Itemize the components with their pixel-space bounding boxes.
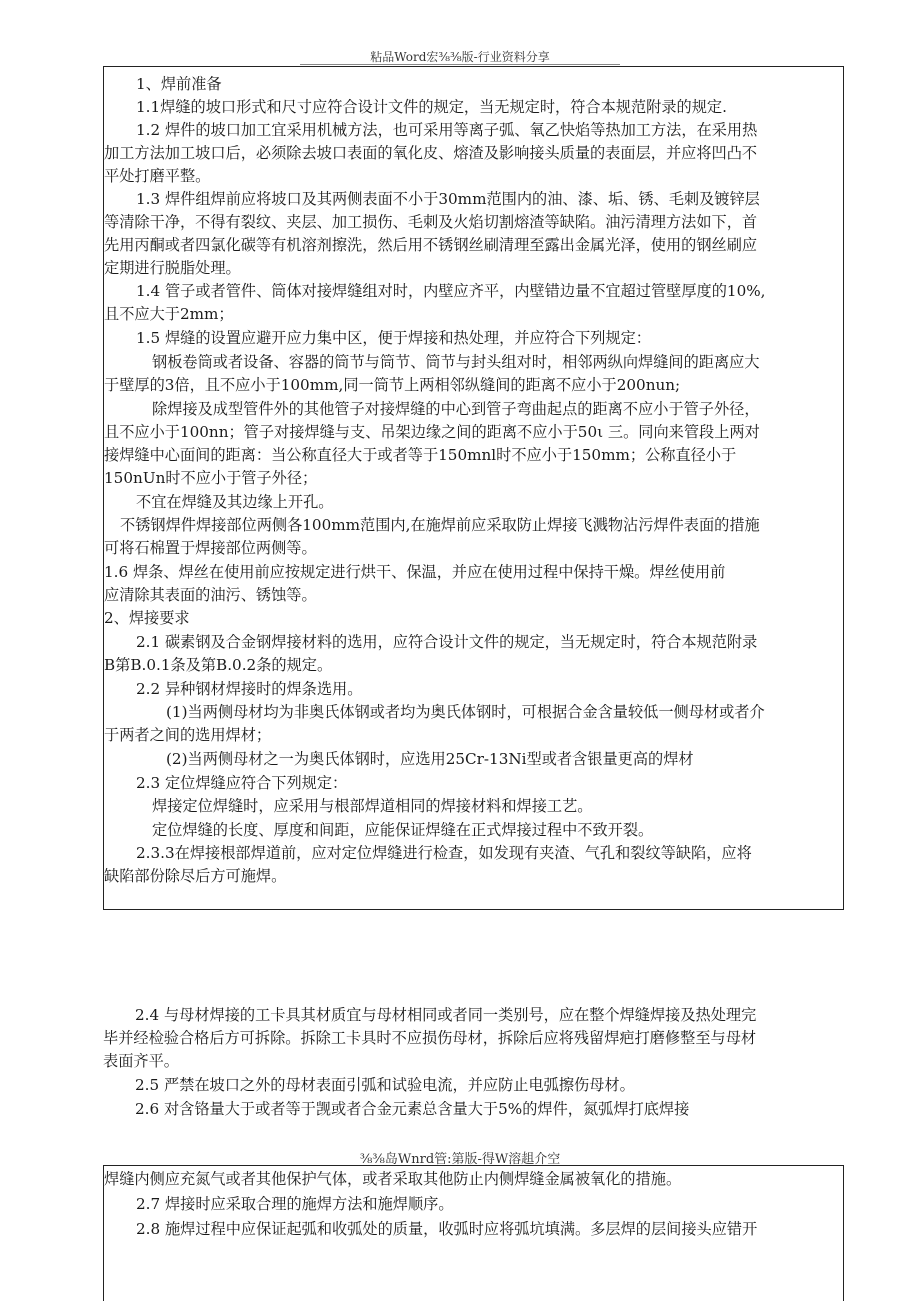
para-2-3-3: 2.3.3在焊接根部焊道前，应对定位焊缝进行检查，如发现有夹渣、气孔和裂纹等缺陷，应将	[136, 844, 752, 862]
para-2-1-end: B第B.0.1条及第B.0.2条的规定。	[104, 656, 333, 674]
para-2-2-1-end: 于两者之间的选用焊材；	[104, 726, 272, 744]
heading-preparation: 1、焊前准备	[136, 75, 222, 93]
para-2-3-1: 焊接定位焊缝时，应采用与根部焊道相同的焊接材料和焊接工艺。	[152, 797, 593, 815]
para-2-6-cont: 焊缝内侧应充氮气或者其他保护气体，或者采取其他防止内侧焊缝金属被氧化的措施。	[104, 1170, 682, 1188]
para-1-6-end: 应清除其表面的油污、锈蚀等。	[104, 586, 317, 604]
para-1-4: 1.4 管子或者管件、筒体对接焊缝组对时，内壁应齐平，内壁错边量不宜超过管壁厚度的10%,	[136, 282, 766, 300]
para-2-8: 2.8 施焊过程中应保证起弧和收弧处的质量，收弧时应将弧坑填满。多层焊的层间接头应错开	[136, 1220, 758, 1238]
para-1-3: 1.3 焊件组焊前应将坡口及其两侧表面不小于30mm范围内的油、漆、垢、锈、毛刺及镀锌层	[136, 190, 760, 208]
para-2-4: 2.4 与母材焊接的工卡具其材质宜与母材相同或者同一类别号，应在整个焊缝焊接及热处理完	[135, 1006, 757, 1024]
para-1-3-end: 定期进行脱脂处理。	[104, 259, 241, 277]
para-1-3-cont2: 先用丙酮或者四氯化碳等有机溶剂擦洗，然后用不锈钢丝刷清理至露出金属光泽，使用的钢丝刷应	[104, 236, 758, 254]
para-1-5-b-cont2: 接焊缝中心面间的距离：当公称直径大于或者等于150mnl时不应小于150mm；公称直径小于	[104, 446, 737, 464]
heading-welding-requirements: 2、焊接要求	[104, 609, 190, 627]
para-1-5-a-end: 于壁厚的3倍，且不应小于100mm,同一筒节上两相邻纵缝间的距离不应小于200nun;	[104, 376, 681, 394]
para-2-2-2: (2)当两侧母材之一为奥氏体钢时，应选用25Cr-13Ni型或者含银量更高的焊材	[166, 750, 694, 768]
content-box-1	[103, 66, 844, 910]
para-2-1: 2.1 碳素钢及合金钢焊接材料的选用，应符合设计文件的规定，当无规定时，符合本规范附录	[136, 633, 758, 651]
para-1-5-c: 不宜在焊缝及其边缘上开孔。	[136, 493, 334, 511]
para-stainless: 不锈钢焊件焊接部位两侧各100mm范围内,在施焊前应采取防止焊接飞溅物沾污焊件表面的措施	[120, 516, 760, 534]
para-1-6: 1.6 焊条、焊丝在使用前应按规定进行烘干、保温，并应在使用过程中保持干燥。焊丝使用前	[104, 563, 726, 581]
para-2-3-3-end: 缺陷部份除尽后方可施焊。	[104, 867, 287, 885]
para-1-2: 1.2 焊件的坡口加工宜采用机械方法，也可采用等离子弧、氧乙快焰等热加工方法，在采用热	[136, 121, 758, 139]
para-1-5-b-end: 150nUn时不应小于管子外径；	[104, 469, 318, 487]
para-1-2-end: 平处打磨平整。	[104, 167, 211, 185]
para-1-5-a: 钢板卷筒或者设备、容器的筒节与筒节、筒节与封头组对时，相邻两纵向焊缝间的距离应大	[152, 353, 760, 371]
page-header: 粘品Word宏⅜⅜版-行业资料分享	[370, 50, 550, 64]
para-1-5-b: 除焊接及成型管件外的其他管子对接焊缝的中心到管子弯曲起点的距离不应小于管子外径，	[152, 400, 760, 418]
para-1-5-b-cont: 且不应小于100nn；管子对接焊缝与支、吊架边缘之间的距离不应小于50ι 三。同向来管段上两对	[104, 423, 760, 441]
para-2-2: 2.2 异种钢材焊接时的焊条选用。	[136, 680, 363, 698]
page-footer: ⅜⅜岛Wnrd管:第版-得W溶趄介空	[359, 1152, 561, 1167]
para-2-3-2: 定位焊缝的长度、厚度和间距，应能保证焊缝在正式焊接过程中不致开裂。	[152, 821, 654, 839]
content-box-2	[103, 1165, 844, 1301]
para-1-2-cont: 加工方法加工坡口后，必须除去坡口表面的氧化皮、熔渣及影响接头质量的表面层，并应将凹凸不	[104, 144, 758, 162]
para-2-4-end: 表面齐平。	[103, 1052, 179, 1070]
para-1-1: 1.1焊缝的坡口形式和尺寸应符合设计文件的规定，当无规定时，符合本规范附录的规定.	[136, 98, 727, 116]
para-2-7: 2.7 焊接时应采取合理的施焊方法和施焊顺序。	[136, 1195, 454, 1213]
para-2-3: 2.3 定位焊缝应符合下列规定：	[136, 774, 348, 792]
para-1-4-end: 且不应大于2mm；	[104, 305, 234, 323]
para-2-4-cont: 毕并经检验合格后方可拆除。拆除工卡具时不应损伤母材，拆除后应将残留焊疤打磨修整至与母材	[103, 1029, 757, 1047]
header-rule	[300, 64, 620, 65]
para-stainless-end: 可将石棉置于焊接部位两侧等。	[104, 539, 317, 557]
para-2-5: 2.5 严禁在坡口之外的母材表面引弧和试验电流，并应防止电弧擦伤母材。	[135, 1076, 635, 1094]
para-1-3-cont: 等清除干净，不得有裂纹、夹层、加工损伤、毛刺及火焰切割熔渣等缺陷。油污清理方法如下，首	[104, 213, 758, 231]
para-2-6: 2.6 对含铬量大于或者等于觊或者合金元素总含量大于5%的焊件，氮弧焊打底焊接	[135, 1100, 690, 1118]
para-1-5: 1.5 焊缝的设置应避开应力集中区，便于焊接和热处理，并应符合下列规定：	[136, 329, 651, 347]
para-2-2-1: (1)当两侧母材均为非奥氏体钢或者均为奥氏体钢时，可根据合金含量较低一侧母材或者介	[166, 703, 765, 721]
